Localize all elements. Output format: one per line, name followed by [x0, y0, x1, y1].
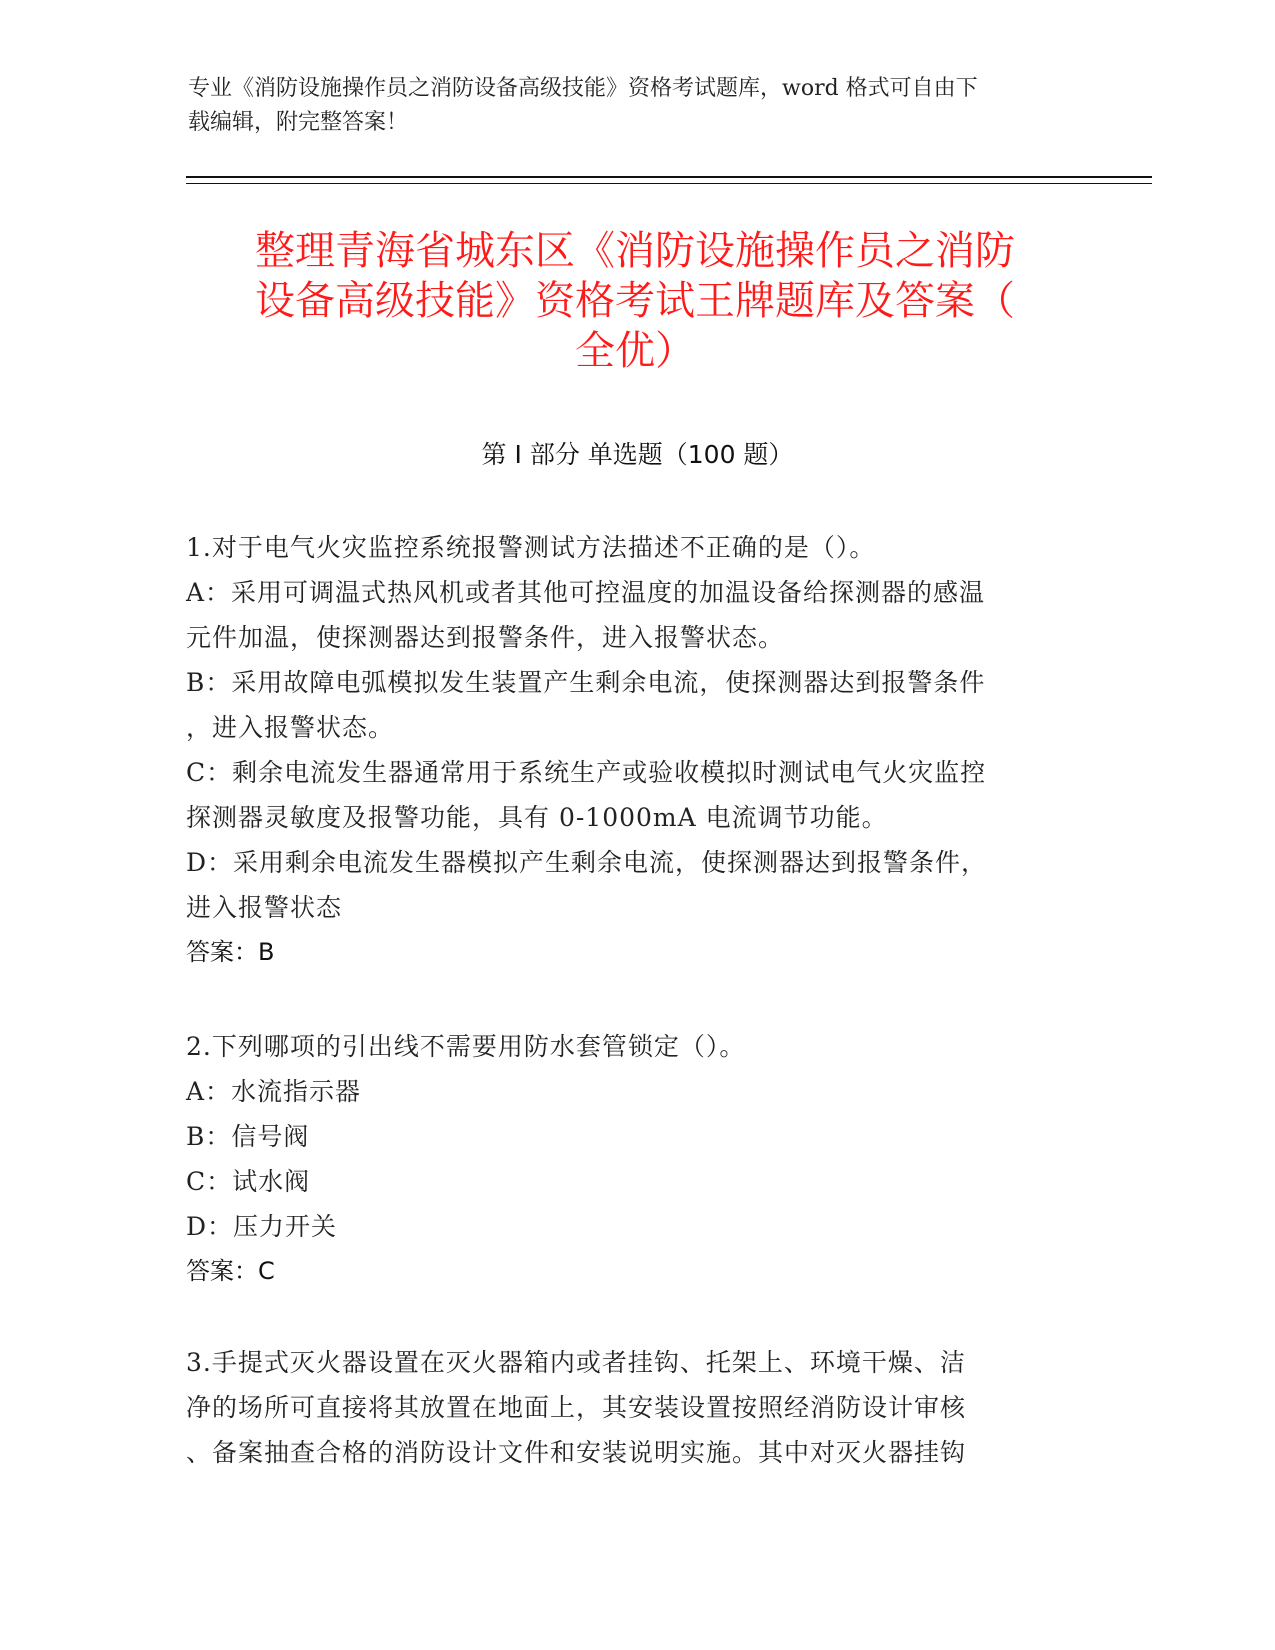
question-text: 2.下列哪项的引出线不需要用防水套管锁定（）。 [186, 1032, 746, 1061]
answer-line: 答案：B [186, 938, 275, 966]
option-b-continued: ，进入报警状态。 [186, 713, 395, 742]
question-text: 3.手提式灭火器设置在灭火器箱内或者挂钩、托架上、环境干燥、洁 [186, 1348, 966, 1377]
option-c-continued: 探测器灵敏度及报警功能，具有 0-1000mA 电流调节功能。 [186, 803, 888, 832]
header-note-line: 载编辑，附完整答案！ [188, 110, 409, 135]
option-c: C：剩余电流发生器通常用于系统生产或验收模拟时测试电气火灾监控 [186, 758, 987, 787]
answer-line: 答案：C [186, 1257, 275, 1285]
option-d: D：压力开关 [186, 1212, 338, 1241]
option-b: B：采用故障电弧模拟发生装置产生剩余电流，使探测器达到报警条件 [186, 668, 986, 697]
title-line: 设备高级技能》资格考试王牌题库及答案（ [255, 278, 1015, 324]
option-a: A：采用可调温式热风机或者其他可控温度的加温设备给探测器的感温 [186, 578, 986, 607]
document-title [180, 226, 1090, 376]
option-d-continued: 进入报警状态 [186, 893, 343, 922]
question-2 [186, 1024, 1066, 1294]
option-a-continued: 元件加温，使探测器达到报警条件，进入报警状态。 [186, 623, 785, 652]
option-d: D：采用剩余电流发生器模拟产生剩余电流，使探测器达到报警条件， [186, 848, 988, 877]
header-divider-thin [186, 183, 1152, 184]
question-text-continued: 、备案抽查合格的消防设计文件和安装说明实施。其中对灭火器挂钩 [186, 1438, 967, 1467]
option-a: A：水流指示器 [186, 1077, 362, 1106]
header-divider [186, 176, 1152, 178]
question-text-continued: 净的场所可直接将其放置在地面上，其安装设置按照经消防设计审核 [186, 1393, 967, 1422]
header-note-line: 专业《消防设施操作员之消防设备高级技能》资格考试题库，word 格式可自由下 [188, 76, 978, 101]
title-line: 全优） [575, 328, 695, 374]
option-b: B：信号阀 [186, 1122, 310, 1151]
header-note [188, 72, 1088, 140]
question-text: 1.对于电气火灾监控系统报警测试方法描述不正确的是（）。 [186, 533, 876, 562]
question-3 [186, 1340, 1066, 1475]
section-heading: 第 I 部分 单选题（100 题） [481, 440, 794, 469]
title-line: 整理青海省城东区《消防设施操作员之消防 [255, 228, 1015, 274]
question-1 [186, 525, 1066, 975]
option-c: C：试水阀 [186, 1167, 311, 1196]
